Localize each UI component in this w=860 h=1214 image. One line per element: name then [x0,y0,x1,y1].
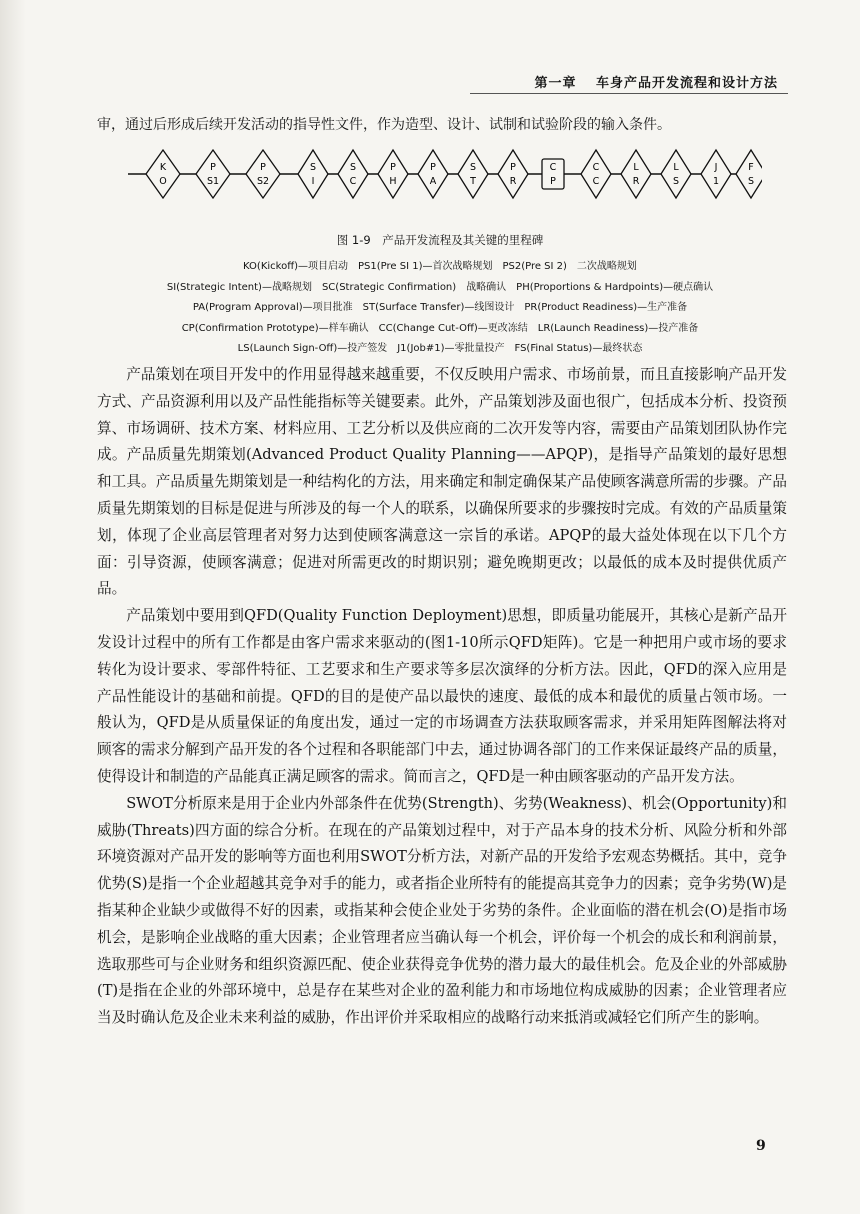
legend-line: LS(Launch Sign-Off)—投产签发 J1(Job#1)—零批量投产 FS(Final Status)—最终状态 [237,343,643,354]
page-edge-shadow [0,0,26,1214]
milestone-label-bottom: R [632,176,640,187]
milestone-label-bottom: T [470,176,476,187]
milestone-label-bottom: S [747,176,755,187]
milestone-label-top: P [390,162,396,173]
milestone [298,150,328,198]
header-rule [470,93,788,94]
milestone-diamond [338,150,368,198]
milestone-label-top: L [633,162,639,173]
legend-line: CP(Confirmation Prototype)—样车确认 CC(Change Cut-Off)—更改冻结 LR(Launch Readiness)—投产准备 [181,322,699,334]
milestone [661,150,691,198]
milestone-label-bottom: C [592,176,600,187]
milestone-label-top: J [714,162,718,173]
header-title: 车身产品开发流程和设计方法 [595,76,778,91]
milestone [458,150,488,198]
milestone [338,150,368,198]
milestone-diamond [246,150,280,198]
milestone-label-bottom: S1 [206,176,220,187]
milestone-label-bottom: P [550,176,556,187]
milestone-label-bottom: A [429,176,437,187]
header-chapter: 第一章 [534,76,577,91]
milestone [701,150,731,198]
milestone-diamond [736,150,762,198]
milestone-diamond [581,150,611,198]
milestone [246,150,280,198]
milestone-label-top: P [260,162,266,173]
figure-legend [80,257,800,360]
milestone-label-top: L [673,162,679,173]
milestone-label-top: F [748,162,754,173]
legend-line: PA(Program Approval)—项目批准 ST(Surface Transfer)—线图设计 PR(Product Readiness)—生产准备 [192,302,688,313]
body-text [97,362,787,1032]
milestone-label-bottom: S [672,176,680,187]
paragraph: SWOT分析原来是用于企业内外部条件在优势(Strength)、劣势(Weakness)、机会(Opportunity)和威胁(Threats)四方面的综合分析。在现在的产品策划过程中，对于产品本身的技术分析、风险分析和外部环境资源对产品开发的影响等方面也利用SWOT分析方法，对新产品的开发给予宏观态势概括。其中，竞争优势(S)是指一个企业超越其竞争对手的能力，或者指企业所特有的能提高其竞争力的因素；竞争劣势(W)是指某种企业缺少或做得不好的因素，或指某种会使企业处于劣势的条件。企业面临的潜在机会(O)是指市场机会，是影响企业战略的重大因素；企业管理者应当确认每一个机会，评价每一个机会的成长和利润前景，选取那些可与企业财务和组织资源匹配、使企业获得竞争优势的潜力最大的最佳机会。危及企业的外部威胁(T)是指在企业的外部环境中，总是存在某些对企业的盈利能力和市场地位构成威胁的因素；企业管理者应当及时确认危及企业未来利益的威胁，作出评价并采取相应的战略行动来抵消或减轻它们所产生的影响。 [97,794,787,1027]
milestone-label-top: K [159,162,167,173]
milestone [378,150,408,198]
milestone-label-top: S [309,162,317,173]
running-header [534,72,778,91]
milestone-diamond [298,150,328,198]
milestone-label-bottom: I [311,176,315,187]
milestone-diamond [146,150,180,198]
milestone-label-bottom: C [349,176,357,187]
milestone [196,150,230,198]
paragraph: 产品策划中要用到QFD(Quality Function Deployment)思想，即质量功能展开，其核心是新产品开发设计过程中的所有工作都是由客户需求来驱动的(图1-10所示QFD矩阵)。它是一种把用户或市场的要求转化为设计要求、零部件特征、工艺要求和生产要求等多层次演绎的分析方法。因此，QFD的深入应用是产品性能设计的基础和前提。QFD的目的是使产品以最快的速度、最低的成本和最优的质量占领市场。一般认为，QFD是从质量保证的角度出发，通过一定的市场调查方法获取顾客需求，并采用矩阵图解法将对顾客的需求分解到产品开发的各个过程和各职能部门中去，通过协调各部门的工作来保证最终产品的质量，使得设计和制造的产品能真正满足顾客的需求。简而言之，QFD是一种由顾客驱动的产品开发方法。 [97,607,787,785]
milestone-diamond [498,150,528,198]
legend-line: SI(Strategic Intent)—战略规划 SC(Strategic Confirmation) 战略确认 PH(Proportions & Hardpoints)—硬点确认 [166,281,714,293]
milestone-diamond [378,150,408,198]
milestone-diamond [196,150,230,198]
legend-line: KO(Kickoff)—项目启动 PS1(Pre SI 1)—首次战略规划 PS2(Pre SI 2) 二次战略规划 [243,261,637,272]
milestone-label-top: C [549,162,557,173]
milestone-diamond [701,150,731,198]
milestone-label-top: P [210,162,216,173]
page-number: 9 [756,1138,766,1154]
milestone-label-bottom: S2 [256,176,270,187]
intro-line: 审，通过后形成后续开发活动的指导性文件，作为造型、设计、试制和试验阶段的输入条件。 [97,117,671,133]
milestone [418,150,448,198]
milestone-diamond [418,150,448,198]
milestone [146,150,180,198]
milestone [542,159,564,189]
figure-caption: 图 1-9 产品开发流程及其关键的里程碑 [336,233,544,247]
milestone-label-top: P [430,162,436,173]
milestone-label-bottom: O [159,176,167,187]
milestone-label-bottom: R [509,176,517,187]
milestone [498,150,528,198]
milestone-diamond [458,150,488,198]
milestone-label-top: P [510,162,516,173]
milestone-label-bottom: H [389,176,397,187]
milestone [736,150,762,198]
milestone-label-bottom: 1 [712,176,720,187]
milestone [581,150,611,198]
milestone-diamond [661,150,691,198]
milestone-label-top: S [469,162,477,173]
paragraph: 产品策划在项目开发中的作用显得越来越重要，不仅反映用户需求、市场前景，而且直接影响产品开发方式、产品资源利用以及产品性能指标等关键要素。此外，产品策划涉及面也很广，包括成本分析、投资预算、市场调研、技术方案、材料应用、工艺分析以及供应商的二次开发等内容，需要由产品策划团队协作完成。产品质量先期策划(Advanced Product Quality Planning——APQP)，是指导产品策划的最好思想和工具。产品质量先期策划是一种结构化的方法，用来确定和制定确保某产品使顾客满意所需的步骤。产品质量先期策划的目标是促进与所涉及的每一个人的联系，以确保所要求的步骤按时完成。有效的产品质量策划，体现了企业高层管理者对努力达到使顾客满意这一宗旨的承诺。APQP的最大益处体现在以下几个方面：引导资源，使顾客满意；促进对所需更改的时期识别；避免晚期更改；以最低的成本及时提供优质产品。 [97,366,787,598]
milestone-label-top: C [592,162,600,173]
milestone-diagram [128,148,762,214]
milestone-diamond [621,150,651,198]
milestone-label-top: S [349,162,357,173]
milestone [621,150,651,198]
